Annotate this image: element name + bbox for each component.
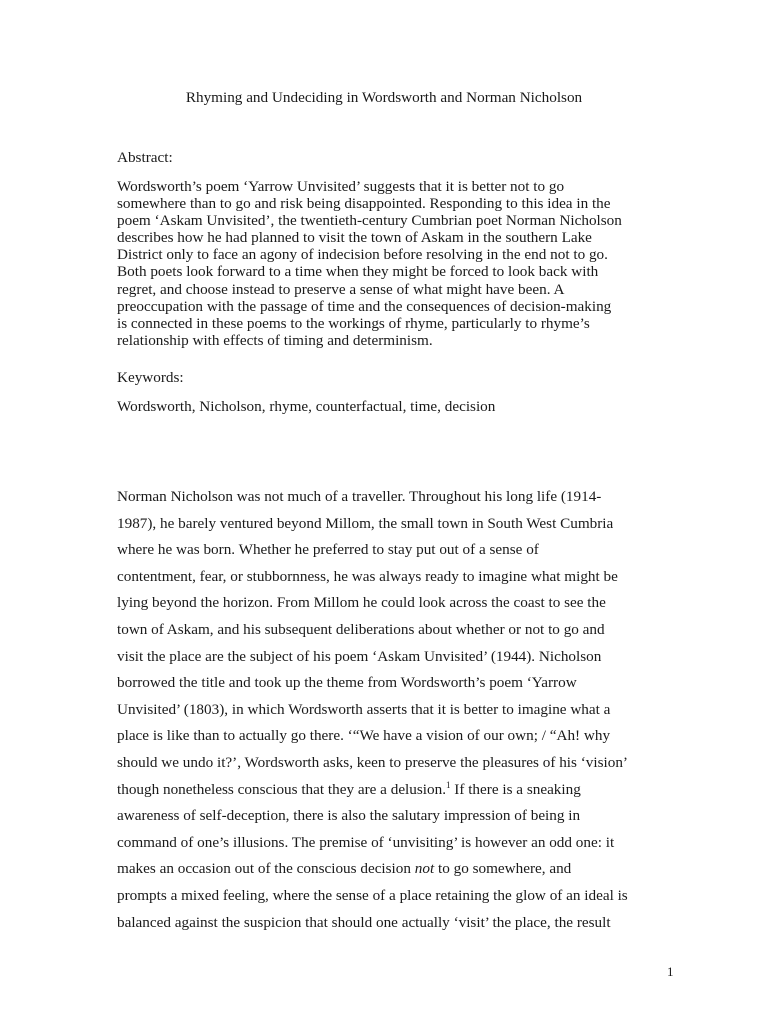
- body-line: where he was born. Whether he preferred to stay put out of a sense of: [117, 541, 539, 559]
- abstract-line: Wordsworth’s poem ‘Yarrow Unvisited’ suggests that it is better not to go: [117, 178, 565, 195]
- body-line: awareness of self-deception, there is also the salutary impression of being in: [117, 807, 581, 825]
- abstract-line: somewhere than to go and risk being disappointed. Responding to this idea in the: [117, 195, 611, 213]
- body-line-segment: though nonetheless conscious that they are a delusion.: [117, 780, 446, 798]
- emphasized-word: not: [414, 860, 435, 878]
- abstract-line: Both poets look forward to a time when they might be forced to look back with: [117, 263, 599, 281]
- body-line: command of one’s illusions. The premise of ‘unvisiting’ is however an odd one: it: [117, 833, 615, 851]
- keywords-list: Wordsworth, Nicholson, rhyme, counterfactual, time, decision: [117, 398, 496, 415]
- footnote-marker[interactable]: 1: [446, 779, 451, 790]
- body-line: contentment, fear, or stubbornness, he was always ready to imagine what might be: [117, 567, 618, 585]
- body-line: town of Askam, and his subsequent deliberations about whether or not to go and: [117, 620, 605, 638]
- abstract-line: relationship with effects of timing and determinism.: [117, 331, 433, 349]
- abstract-body: [117, 178, 677, 349]
- body-line-with-emphasis: [117, 856, 677, 883]
- body-line: place is like than to actually go there. ‘“We have a vision of our own; / “Ah! why: [117, 727, 611, 745]
- page-number: 1: [667, 964, 674, 979]
- body-paragraph: [117, 484, 677, 936]
- abstract-line: is connected in these poems to the workings of rhyme, particularly to rhyme’s: [117, 314, 590, 332]
- body-line: Norman Nicholson was not much of a traveller. Throughout his long life (1914-: [117, 488, 602, 505]
- abstract-line: describes how he had planned to visit the town of Askam in the southern Lake: [117, 229, 592, 247]
- body-line-segment: makes an occasion out of the conscious decision: [117, 860, 415, 878]
- body-line: visit the place are the subject of his poem ‘Askam Unvisited’ (1944). Nicholson: [117, 647, 602, 665]
- paper-title: Rhyming and Undeciding in Wordsworth and Norman Nicholson: [185, 89, 583, 106]
- abstract-line: preoccupation with the passage of time and the consequences of decision-making: [117, 297, 612, 315]
- body-line: prompts a mixed feeling, where the sense of a place retaining the glow of an ideal is: [117, 886, 628, 904]
- keywords-heading: Keywords:: [117, 369, 184, 386]
- body-line: should we undo it?’, Wordsworth asks, keen to preserve the pleasures of his ‘vision’: [117, 753, 628, 771]
- body-line: 1987), he barely ventured beyond Millom, the small town in South West Cumbria: [117, 514, 614, 532]
- body-line-segment: If there is a sneaking: [450, 780, 581, 798]
- abstract-heading: Abstract:: [117, 149, 173, 166]
- abstract-line: regret, and choose instead to preserve a sense of what might have been. A: [117, 280, 565, 298]
- body-line: Unvisited’ (1803), in which Wordsworth asserts that it is better to imagine what a: [117, 700, 611, 718]
- body-line: lying beyond the horizon. From Millom he could look across the coast to see the: [117, 594, 606, 612]
- body-line: borrowed the title and took up the theme from Wordsworth’s poem ‘Yarrow: [117, 674, 577, 692]
- abstract-line: District only to face an agony of indecision before resolving in the end not to go.: [117, 246, 608, 264]
- body-line-with-footnote: [117, 777, 677, 804]
- body-line: balanced against the suspicion that should one actually ‘visit’ the place, the result: [117, 913, 611, 931]
- body-line-segment: to go somewhere, and: [434, 860, 572, 878]
- abstract-line: poem ‘Askam Unvisited’, the twentieth-century Cumbrian poet Norman Nicholson: [117, 212, 622, 230]
